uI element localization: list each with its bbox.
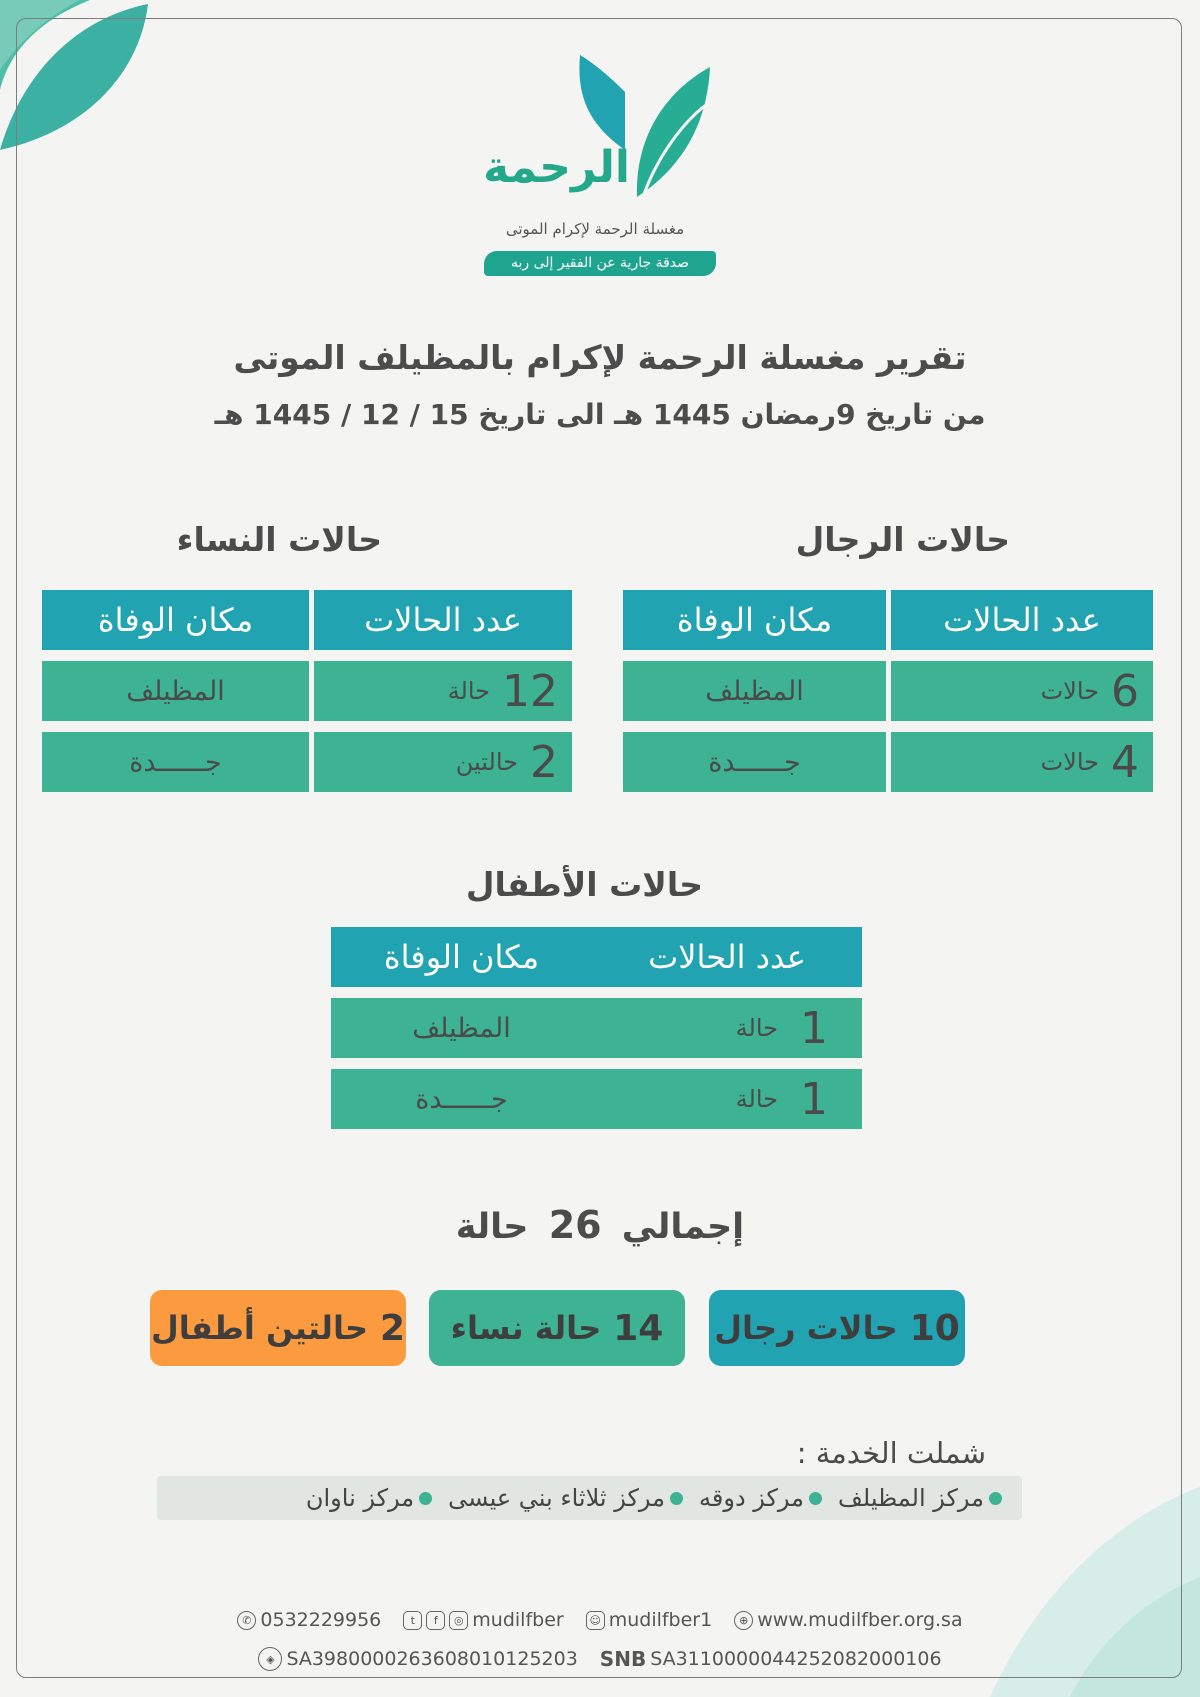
- footer-bank-row: [200, 1647, 1000, 1671]
- men-header-count: عدد الحالات: [891, 590, 1153, 650]
- women-row-1-place-text: المظيلف: [126, 675, 225, 707]
- total-prefix: إجمالي: [621, 1207, 745, 1247]
- facebook-icon: f: [426, 1611, 445, 1630]
- men-row-1-place: [623, 661, 886, 721]
- women-header-place: مكان الوفاة: [42, 590, 309, 650]
- children-row-1-place: [331, 998, 592, 1058]
- service-center-item: [838, 1484, 1002, 1512]
- social-handle: mudilfber: [472, 1609, 564, 1631]
- men-row-1-place-text: المظيلف: [705, 675, 804, 707]
- pill-women: [429, 1290, 685, 1366]
- bullet-dot-icon: [809, 1492, 822, 1505]
- men-row-2-number: 4: [1111, 736, 1139, 788]
- report-period: من تاريخ 9رمضان 1445 هـ الى تاريخ 15 / 12 / 1445 هـ: [214, 398, 986, 431]
- service-label: شملت الخدمة :: [796, 1436, 986, 1470]
- service-center-name: مركز ناوان: [305, 1484, 415, 1512]
- globe-icon: ⊕: [734, 1611, 753, 1630]
- children-section-title: حالات الأطفال: [465, 865, 703, 904]
- women-row-1-count: [314, 661, 572, 721]
- bullet-dot-icon: [670, 1492, 683, 1505]
- brand-subtitle: مغسلة الرحمة لإكرام الموتى: [505, 220, 685, 238]
- children-row-1-unit: حالة: [735, 1014, 778, 1042]
- women-row-2-place: [42, 732, 309, 792]
- pill-children: [150, 1290, 406, 1366]
- children-row-2-count: [592, 1069, 862, 1129]
- pill-men: [709, 1290, 965, 1366]
- whatsapp-icon: ✆: [237, 1611, 256, 1630]
- children-table: [331, 927, 862, 1129]
- service-center-item: [306, 1484, 432, 1512]
- pill-children-label: حالتين أطفال: [150, 1309, 369, 1347]
- bank-logo-icon: ◈: [258, 1647, 282, 1671]
- women-table: [42, 590, 572, 792]
- women-row-1-place: [42, 661, 309, 721]
- men-header-place: مكان الوفاة: [623, 590, 886, 650]
- children-header-count: عدد الحالات: [648, 938, 806, 976]
- footer-phone[interactable]: [237, 1609, 381, 1631]
- women-section-title: حالات النساء: [176, 520, 382, 559]
- brand-tagline: صدقة جارية عن الفقير إلى ربه: [484, 251, 716, 276]
- men-section-title: حالات الرجال: [795, 520, 1010, 559]
- women-row-2-unit: حالتين: [455, 748, 518, 776]
- children-row-2-place-text: جــــــدة: [415, 1083, 508, 1115]
- pill-children-value: 2: [380, 1307, 406, 1349]
- children-row-2-place: [331, 1069, 592, 1129]
- twitter-icon: t: [403, 1611, 422, 1630]
- total-value: 26: [548, 1203, 602, 1247]
- phone-number: 0532229956: [260, 1609, 382, 1631]
- women-header-count: عدد الحالات: [314, 590, 572, 650]
- pill-women-label: حالة نساء: [450, 1309, 602, 1347]
- service-centers-bar: [157, 1476, 1022, 1520]
- men-row-2-place: [623, 732, 886, 792]
- children-row-2-unit: حالة: [735, 1085, 778, 1113]
- men-row-1-unit: حالات: [1040, 677, 1099, 705]
- iban-2: SA3110000044252082000106: [650, 1648, 942, 1670]
- total-line: [350, 1203, 850, 1247]
- women-row-2-count: [314, 732, 572, 792]
- snb-logo: SNB: [599, 1647, 647, 1671]
- bullet-dot-icon: [989, 1492, 1002, 1505]
- footer-contact-row: [200, 1609, 1000, 1631]
- footer-iban-2: [600, 1647, 942, 1671]
- snapchat-handle: mudilfber1: [608, 1609, 713, 1631]
- service-center-name: مركز ثلاثاء بني عيسى: [448, 1484, 666, 1512]
- footer-website[interactable]: [734, 1609, 962, 1631]
- children-row-1-number: 1: [800, 1002, 828, 1054]
- women-row-1-unit: حالة: [447, 677, 490, 705]
- men-row-1-number: 6: [1111, 665, 1139, 717]
- bullet-dot-icon: [419, 1492, 432, 1505]
- footer-snapchat[interactable]: [586, 1609, 713, 1631]
- footer-iban-1: [258, 1647, 577, 1671]
- men-row-2-place-text: جــــــدة: [708, 746, 801, 778]
- men-row-1-count: [891, 661, 1153, 721]
- pill-women-value: 14: [613, 1307, 664, 1349]
- pill-men-label: حالات رجال: [714, 1309, 898, 1347]
- total-suffix: حالة: [455, 1207, 529, 1247]
- women-row-2-number: 2: [530, 736, 558, 788]
- children-row-1-place-text: المظيلف: [412, 1012, 511, 1044]
- men-row-2-unit: حالات: [1040, 748, 1099, 776]
- children-row-2-number: 1: [800, 1073, 828, 1125]
- pill-men-value: 10: [909, 1307, 960, 1349]
- children-header-place: مكان الوفاة: [383, 938, 540, 976]
- men-table: [623, 590, 1153, 792]
- iban-1: SA3980000263608010125203: [286, 1648, 578, 1670]
- service-center-item: [699, 1484, 822, 1512]
- service-center-name: مركز المظيلف: [838, 1484, 984, 1512]
- service-center-item: [448, 1484, 683, 1512]
- brand-name: الرحمة: [483, 142, 630, 193]
- service-center-name: مركز دوقه: [699, 1484, 805, 1512]
- footer-social[interactable]: [403, 1609, 563, 1631]
- snapchat-icon: ☺: [586, 1611, 605, 1630]
- instagram-icon: ◎: [449, 1611, 468, 1630]
- website-url: www.mudilfber.org.sa: [757, 1609, 963, 1631]
- women-row-2-place-text: جــــــدة: [129, 746, 222, 778]
- report-title: تقرير مغسلة الرحمة لإكرام بالمظيلف الموتى: [233, 338, 967, 377]
- women-row-1-number: 12: [502, 665, 558, 717]
- children-row-1-count: [592, 998, 862, 1058]
- men-row-2-count: [891, 732, 1153, 792]
